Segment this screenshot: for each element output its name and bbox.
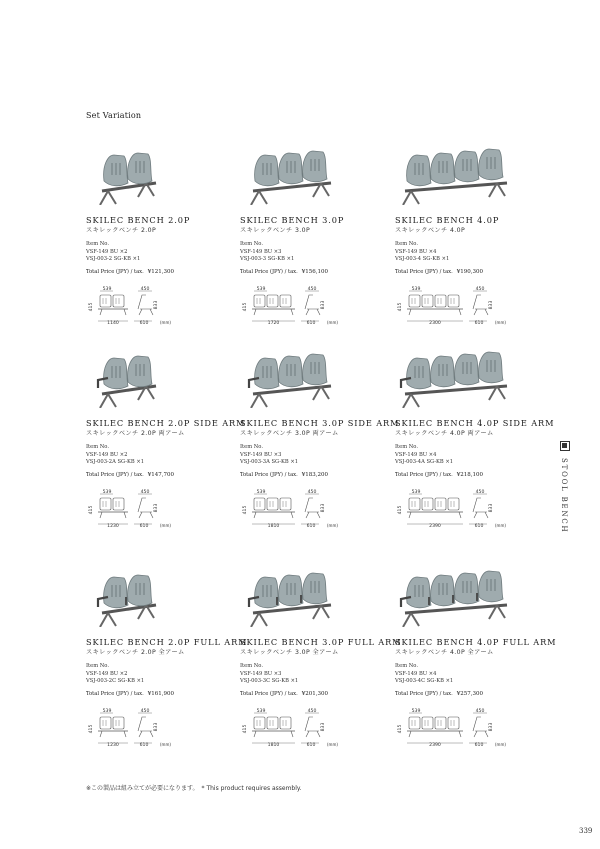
item-line: VSJ-003-4 SG-KB ×1 <box>395 256 450 263</box>
dim-overall-width: 2300 <box>429 321 441 326</box>
product-name: SKILEC BENCH 3.0P <box>240 215 345 225</box>
bench-photo <box>240 145 372 205</box>
item-label: Item No. <box>240 444 263 450</box>
dim-back-depth: 450 <box>475 490 485 495</box>
diagram-seat <box>100 498 111 510</box>
dim-seat-width: 539 <box>102 287 112 292</box>
total-price <box>395 472 483 478</box>
diagram-seat <box>448 295 459 307</box>
dim-overall-width: 1720 <box>267 321 280 326</box>
item-label: Item No. <box>86 241 109 247</box>
item-label: Item No. <box>395 663 418 669</box>
dim-seat-height: 415 <box>398 724 403 734</box>
dim-unit: (mm) <box>327 320 338 325</box>
dim-seat-width: 539 <box>102 709 112 714</box>
side-category-label: STOOL BENCH <box>560 458 568 534</box>
product-name-jp: スキレックベンチ 2.0P 全アーム <box>86 649 185 656</box>
product-name: SKILEC BENCH 4.0P SIDE ARM <box>395 418 555 428</box>
product-name-jp: スキレックベンチ 4.0P 両アーム <box>395 430 494 437</box>
dim-seat-width: 539 <box>256 490 266 495</box>
dim-unit: (mm) <box>160 320 171 325</box>
diagram-seat <box>254 717 265 729</box>
item-numbers <box>240 241 294 264</box>
item-line: VSF-149 BU ×4 <box>395 451 437 458</box>
dim-back-depth: 450 <box>307 709 317 714</box>
dim-unit: (mm) <box>495 523 506 528</box>
page-number: 339 <box>579 827 593 835</box>
bench-leg <box>403 394 419 408</box>
diagram-side-view <box>305 498 320 518</box>
dim-back-depth: 450 <box>475 287 485 292</box>
total-price <box>395 691 483 697</box>
item-line: VSF-149 BU ×3 <box>240 670 282 677</box>
dimension-diagram <box>88 488 208 532</box>
index-tab-icon <box>560 441 570 451</box>
diagram-seat <box>113 295 124 307</box>
item-line: VSJ-003-3C SG-KB ×1 <box>240 678 299 685</box>
bench-photo <box>86 348 218 408</box>
bench-photo <box>395 567 527 627</box>
dim-unit: (mm) <box>160 742 171 747</box>
dim-back-depth: 450 <box>307 490 317 495</box>
dim-height: 833 <box>489 300 494 310</box>
item-label: Item No. <box>86 444 109 450</box>
dimension-diagram <box>242 707 362 751</box>
item-label: Item No. <box>395 241 418 247</box>
diagram-seat <box>422 295 433 307</box>
dim-unit: (mm) <box>495 320 506 325</box>
dim-unit: (mm) <box>327 742 338 747</box>
diagram-seat <box>280 717 291 729</box>
dim-back-depth: 450 <box>475 709 485 714</box>
dim-depth: 610 <box>306 524 316 529</box>
dim-seat-height: 415 <box>398 505 403 515</box>
dim-overall-width: 2390 <box>429 743 441 748</box>
dim-height: 833 <box>321 722 326 732</box>
price-label: Total Price (JPY) / tax. <box>395 691 453 697</box>
item-line: VSF-149 BU ×2 <box>86 451 128 458</box>
dim-unit: (mm) <box>495 742 506 747</box>
item-numbers <box>395 663 453 686</box>
bench-photo-group <box>98 356 156 408</box>
bench-photo-group <box>401 571 507 627</box>
diagram-seat <box>422 498 433 510</box>
item-line: VSF-149 BU ×4 <box>395 248 437 255</box>
product-name-jp: スキレックベンチ 3.0P 両アーム <box>240 430 339 437</box>
diagram-seat <box>100 295 111 307</box>
product-name: SKILEC BENCH 2.0P SIDE ARM <box>86 418 246 428</box>
diagram-seat <box>254 498 265 510</box>
dim-unit: (mm) <box>160 523 171 528</box>
product-name: SKILEC BENCH 3.0P FULL ARM <box>240 637 402 647</box>
product-name: SKILEC BENCH 4.0P FULL ARM <box>395 637 557 647</box>
item-numbers <box>86 241 140 264</box>
dim-seat-height: 415 <box>89 724 94 734</box>
diagram-seat <box>267 498 278 510</box>
price-value: ¥218,100 <box>456 472 484 478</box>
price-label: Total Price (JPY) / tax. <box>240 691 298 697</box>
item-line: VSJ-003-2C SG-KB ×1 <box>86 678 145 685</box>
diagram-seat <box>113 498 124 510</box>
item-line: VSJ-003-4C SG-KB ×1 <box>395 678 454 685</box>
price-label: Total Price (JPY) / tax. <box>395 472 453 478</box>
product-name: SKILEC BENCH 4.0P <box>395 215 500 225</box>
item-numbers <box>395 444 453 467</box>
diagram-side-view <box>138 498 153 518</box>
dim-seat-height: 415 <box>89 302 94 312</box>
item-label: Item No. <box>240 241 263 247</box>
diagram-seat <box>100 717 111 729</box>
bench-photo <box>395 348 527 408</box>
bench-leg <box>403 191 419 205</box>
dim-seat-width: 539 <box>256 287 266 292</box>
item-numbers <box>86 663 144 686</box>
diagram-seat <box>409 295 420 307</box>
dim-overall-width: 1230 <box>107 524 119 529</box>
dim-depth: 610 <box>306 321 316 326</box>
item-label: Item No. <box>86 663 109 669</box>
price-value: ¥201,300 <box>301 691 329 697</box>
diagram-seat <box>448 717 459 729</box>
dim-height: 833 <box>321 503 326 513</box>
dim-depth: 610 <box>139 743 149 748</box>
assembly-footnote: ※この製品は組み立てが必要になります。 * This product requires assembly. <box>86 785 302 792</box>
item-numbers <box>395 241 449 264</box>
item-line: VSJ-003-2A SG-KB ×1 <box>86 459 145 466</box>
item-line: VSJ-003-3A SG-KB ×1 <box>240 459 299 466</box>
diagram-seat <box>254 295 265 307</box>
dimension-diagram <box>242 488 362 532</box>
bench-photo <box>240 348 372 408</box>
bench-photo <box>395 145 527 205</box>
price-label: Total Price (JPY) / tax. <box>86 269 144 275</box>
product-name-jp: スキレックベンチ 2.0P <box>86 227 157 234</box>
bench-leg <box>100 613 116 627</box>
diagram-seat <box>409 717 420 729</box>
item-numbers <box>240 444 298 467</box>
dim-seat-height: 415 <box>398 302 403 312</box>
item-line: VSF-149 BU ×2 <box>86 248 128 255</box>
bench-leg <box>100 191 116 205</box>
diagram-seat <box>113 717 124 729</box>
dim-unit: (mm) <box>327 523 338 528</box>
bench-photo <box>86 567 218 627</box>
dim-depth: 610 <box>139 321 149 326</box>
item-line: VSJ-003-4A SG-KB ×1 <box>395 459 454 466</box>
price-label: Total Price (JPY) / tax. <box>86 472 144 478</box>
price-label: Total Price (JPY) / tax. <box>86 691 144 697</box>
price-label: Total Price (JPY) / tax. <box>240 269 298 275</box>
diagram-side-view <box>138 295 153 315</box>
dim-height: 833 <box>489 503 494 513</box>
bench-leg <box>251 613 267 627</box>
dim-seat-height: 415 <box>243 302 248 312</box>
dim-back-depth: 450 <box>140 287 150 292</box>
total-price <box>240 269 328 275</box>
bench-leg <box>403 613 419 627</box>
price-value: ¥156,100 <box>301 269 329 275</box>
dim-height: 833 <box>154 503 159 513</box>
bench-photo-group <box>98 575 156 627</box>
bench-photo <box>240 567 372 627</box>
dimension-diagram <box>397 707 517 751</box>
dim-seat-height: 415 <box>243 724 248 734</box>
dim-seat-width: 539 <box>256 709 266 714</box>
price-value: ¥257,300 <box>456 691 484 697</box>
item-numbers <box>86 444 144 467</box>
dim-seat-height: 415 <box>243 505 248 515</box>
dim-seat-width: 539 <box>411 709 421 714</box>
diagram-seat <box>435 295 446 307</box>
bench-photo <box>86 145 218 205</box>
dim-seat-width: 539 <box>411 490 421 495</box>
price-value: ¥183,200 <box>301 472 329 478</box>
dim-seat-width: 539 <box>411 287 421 292</box>
diagram-seat <box>409 498 420 510</box>
dim-depth: 610 <box>306 743 316 748</box>
dim-seat-width: 539 <box>102 490 112 495</box>
bench-leg <box>251 394 267 408</box>
product-name: SKILEC BENCH 2.0P FULL ARM <box>86 637 248 647</box>
price-value: ¥161,900 <box>147 691 175 697</box>
dim-overall-width: 1810 <box>267 743 280 748</box>
bench-photo-group <box>403 149 507 205</box>
diagram-seat <box>280 498 291 510</box>
bench-leg <box>100 394 116 408</box>
dim-back-depth: 450 <box>140 709 150 714</box>
dimension-diagram <box>88 707 208 751</box>
item-numbers <box>240 663 298 686</box>
diagram-seat <box>435 717 446 729</box>
diagram-seat <box>435 498 446 510</box>
item-line: VSJ-003-3 SG-KB ×1 <box>240 256 295 263</box>
item-line: VSF-149 BU ×3 <box>240 248 282 255</box>
bench-photo-group <box>401 352 507 408</box>
price-value: ¥121,300 <box>147 269 175 275</box>
product-name-jp: スキレックベンチ 3.0P 全アーム <box>240 649 339 656</box>
product-name-jp: スキレックベンチ 3.0P <box>240 227 311 234</box>
item-label: Item No. <box>240 663 263 669</box>
diagram-side-view <box>473 717 488 737</box>
item-line: VSJ-003-2 SG-KB ×1 <box>86 256 141 263</box>
product-name-jp: スキレックベンチ 4.0P <box>395 227 466 234</box>
dim-depth: 610 <box>474 524 484 529</box>
dim-depth: 610 <box>139 524 149 529</box>
bench-photo-group <box>249 354 331 408</box>
dim-overall-width: 1140 <box>107 321 119 326</box>
diagram-seat <box>448 498 459 510</box>
dim-depth: 610 <box>474 743 484 748</box>
price-label: Total Price (JPY) / tax. <box>395 269 453 275</box>
price-value: ¥190,300 <box>456 269 484 275</box>
total-price <box>86 472 174 478</box>
dim-back-depth: 450 <box>307 287 317 292</box>
product-name-jp: スキレックベンチ 4.0P 全アーム <box>395 649 494 656</box>
dim-height: 833 <box>489 722 494 732</box>
dimension-diagram <box>397 488 517 532</box>
item-line: VSF-149 BU ×2 <box>86 670 128 677</box>
bench-photo-group <box>251 151 331 205</box>
total-price <box>240 472 328 478</box>
diagram-side-view <box>305 717 320 737</box>
dimension-diagram <box>397 285 517 329</box>
bench-photo-group <box>249 573 331 627</box>
item-label: Item No. <box>395 444 418 450</box>
total-price <box>240 691 328 697</box>
product-name: SKILEC BENCH 2.0P <box>86 215 191 225</box>
dim-depth: 610 <box>474 321 484 326</box>
diagram-side-view <box>305 295 320 315</box>
diagram-side-view <box>138 717 153 737</box>
product-name: SKILEC BENCH 3.0P SIDE ARM <box>240 418 400 428</box>
section-title: Set Variation <box>86 111 142 120</box>
diagram-side-view <box>473 295 488 315</box>
diagram-side-view <box>473 498 488 518</box>
diagram-seat <box>280 295 291 307</box>
dimension-diagram <box>242 285 362 329</box>
item-line: VSF-149 BU ×4 <box>395 670 437 677</box>
diagram-seat <box>422 717 433 729</box>
item-line: VSF-149 BU ×3 <box>240 451 282 458</box>
dim-height: 833 <box>154 300 159 310</box>
total-price <box>86 691 174 697</box>
total-price <box>86 269 174 275</box>
dim-overall-width: 1810 <box>267 524 280 529</box>
price-value: ¥147,700 <box>147 472 175 478</box>
dim-height: 833 <box>154 722 159 732</box>
bench-leg <box>251 191 267 205</box>
total-price <box>395 269 483 275</box>
dimension-diagram <box>88 285 208 329</box>
dim-back-depth: 450 <box>140 490 150 495</box>
dim-seat-height: 415 <box>89 505 94 515</box>
product-name-jp: スキレックベンチ 2.0P 両アーム <box>86 430 185 437</box>
diagram-seat <box>267 717 278 729</box>
dim-overall-width: 1230 <box>107 743 119 748</box>
dim-height: 833 <box>321 300 326 310</box>
price-label: Total Price (JPY) / tax. <box>240 472 298 478</box>
bench-photo-group <box>100 153 156 205</box>
diagram-seat <box>267 295 278 307</box>
dim-overall-width: 2390 <box>429 524 441 529</box>
